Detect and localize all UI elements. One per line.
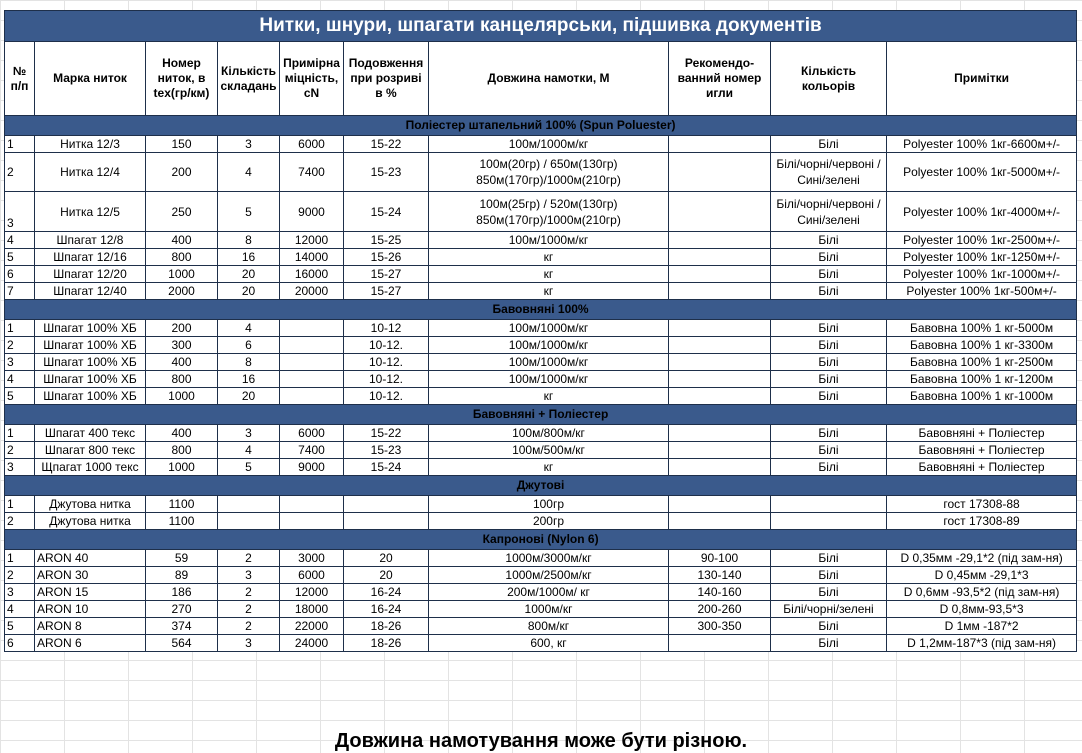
cell-colors: Білі	[771, 635, 887, 652]
cell-elong: 15-27	[344, 266, 429, 283]
cell-tex: 1100	[146, 513, 218, 530]
cell-notes: Polyester 100% 1кг-1250м+/-	[887, 249, 1077, 266]
cell-length: 100м/1000м/кг	[429, 354, 669, 371]
cell-plies: 16	[218, 371, 280, 388]
cell-plies: 20	[218, 388, 280, 405]
cell-no: 5	[5, 249, 35, 266]
cell-length: 600, кг	[429, 635, 669, 652]
cell-colors	[771, 513, 887, 530]
cell-no: 5	[5, 388, 35, 405]
cell-brand: ARON 8	[35, 618, 146, 635]
cell-colors: Білі	[771, 283, 887, 300]
cell-brand: Шпагат 100% ХБ	[35, 320, 146, 337]
cell-strength: 14000	[280, 249, 344, 266]
section-title: Бавовняні 100%	[5, 300, 1077, 320]
cell-colors	[771, 496, 887, 513]
product-table	[4, 10, 1077, 652]
cell-no: 1	[5, 425, 35, 442]
col-header-length: Довжина намотки, М	[429, 42, 669, 116]
cell-elong: 20	[344, 567, 429, 584]
table-row	[5, 442, 1077, 459]
section-title: Капронові (Nylon 6)	[5, 530, 1077, 550]
col-header-elongation: Подовження при розриві в %	[344, 42, 429, 116]
cell-brand: Нитка 12/5	[35, 192, 146, 232]
cell-needle	[669, 192, 771, 232]
section-header-row	[5, 116, 1077, 136]
cell-no: 3	[5, 354, 35, 371]
cell-length: 100м(25гр) / 520м(130гр) 850м(170гр)/1000м(210гр)	[429, 192, 669, 232]
cell-length: 1000м/3000м/кг	[429, 550, 669, 567]
table-row	[5, 337, 1077, 354]
cell-strength	[280, 371, 344, 388]
cell-tex: 59	[146, 550, 218, 567]
cell-tex: 1000	[146, 459, 218, 476]
cell-plies: 5	[218, 459, 280, 476]
cell-needle	[669, 283, 771, 300]
cell-colors: Білі	[771, 550, 887, 567]
cell-tex: 186	[146, 584, 218, 601]
cell-brand: Шпагат 12/40	[35, 283, 146, 300]
cell-no: 1	[5, 550, 35, 567]
cell-colors: Білі	[771, 425, 887, 442]
cell-colors: Білі	[771, 388, 887, 405]
section-header-row	[5, 530, 1077, 550]
cell-elong: 15-22	[344, 425, 429, 442]
cell-length: 100м/500м/кг	[429, 442, 669, 459]
table-row	[5, 283, 1077, 300]
cell-elong: 10-12	[344, 320, 429, 337]
section-header-row	[5, 476, 1077, 496]
cell-strength: 12000	[280, 584, 344, 601]
cell-notes: D 1,2мм-187*3 (під зам-ня)	[887, 635, 1077, 652]
cell-notes: Бавовна 100% 1 кг-3300м	[887, 337, 1077, 354]
cell-notes: Бавовняні + Поліестер	[887, 442, 1077, 459]
cell-brand: Шпагат 12/16	[35, 249, 146, 266]
cell-length: 100м/1000м/кг	[429, 371, 669, 388]
cell-strength: 6000	[280, 425, 344, 442]
cell-brand: Шпагат 100% ХБ	[35, 354, 146, 371]
cell-tex: 200	[146, 153, 218, 192]
cell-notes: Polyester 100% 1кг-6600м+/-	[887, 136, 1077, 153]
cell-notes: Polyester 100% 1кг-1000м+/-	[887, 266, 1077, 283]
cell-no: 2	[5, 567, 35, 584]
cell-notes: D 0,6мм -93,5*2 (під зам-ня)	[887, 584, 1077, 601]
cell-needle	[669, 425, 771, 442]
cell-needle: 200-260	[669, 601, 771, 618]
cell-tex: 400	[146, 425, 218, 442]
cell-brand: ARON 10	[35, 601, 146, 618]
cell-elong: 15-27	[344, 283, 429, 300]
cell-brand: Шпагат 100% ХБ	[35, 337, 146, 354]
cell-notes: Бавовна 100% 1 кг-1200м	[887, 371, 1077, 388]
cell-plies: 20	[218, 266, 280, 283]
cell-needle	[669, 136, 771, 153]
cell-brand: Щпагат 1000 текс	[35, 459, 146, 476]
cell-no: 7	[5, 283, 35, 300]
cell-notes: Polyester 100% 1кг-5000м+/-	[887, 153, 1077, 192]
cell-no: 1	[5, 496, 35, 513]
cell-no: 1	[5, 320, 35, 337]
cell-tex: 1000	[146, 388, 218, 405]
cell-tex: 270	[146, 601, 218, 618]
cell-notes: Polyester 100% 1кг-2500м+/-	[887, 232, 1077, 249]
cell-brand: ARON 6	[35, 635, 146, 652]
cell-no: 3	[5, 584, 35, 601]
col-header-strength: Приміpна міцність, cN	[280, 42, 344, 116]
cell-elong: 18-26	[344, 618, 429, 635]
cell-brand: Шпагат 100% ХБ	[35, 388, 146, 405]
cell-plies: 20	[218, 283, 280, 300]
cell-tex: 400	[146, 232, 218, 249]
cell-plies: 16	[218, 249, 280, 266]
cell-length: 200гр	[429, 513, 669, 530]
section-header-row	[5, 405, 1077, 425]
cell-length: кг	[429, 283, 669, 300]
cell-brand: Джутова нитка	[35, 513, 146, 530]
cell-needle	[669, 442, 771, 459]
cell-strength: 18000	[280, 601, 344, 618]
cell-plies: 4	[218, 320, 280, 337]
cell-no: 5	[5, 618, 35, 635]
cell-plies: 3	[218, 425, 280, 442]
cell-tex: 800	[146, 371, 218, 388]
table-row	[5, 513, 1077, 530]
cell-brand: ARON 30	[35, 567, 146, 584]
col-header-plies: Кількість складань	[218, 42, 280, 116]
cell-colors: Білі	[771, 371, 887, 388]
cell-length: кг	[429, 249, 669, 266]
table-title: Нитки, шнури, шпагати канцелярськи, підшивка документів	[5, 11, 1077, 42]
cell-length: 100м/800м/кг	[429, 425, 669, 442]
table-row	[5, 354, 1077, 371]
cell-no: 2	[5, 153, 35, 192]
cell-colors: Білі	[771, 584, 887, 601]
cell-plies: 3	[218, 136, 280, 153]
cell-colors: Білі	[771, 136, 887, 153]
cell-needle	[669, 354, 771, 371]
table-row	[5, 232, 1077, 249]
cell-colors: Білі	[771, 232, 887, 249]
cell-brand: Нитка 12/4	[35, 153, 146, 192]
cell-strength: 9000	[280, 192, 344, 232]
cell-notes: Бавовняні + Поліестер	[887, 425, 1077, 442]
cell-notes: гост 17308-88	[887, 496, 1077, 513]
col-header-brand: Марка ниток	[35, 42, 146, 116]
cell-plies: 3	[218, 567, 280, 584]
cell-length: 800м/кг	[429, 618, 669, 635]
cell-no: 4	[5, 232, 35, 249]
table-row	[5, 192, 1077, 232]
cell-notes: Бавовна 100% 1 кг-1000м	[887, 388, 1077, 405]
cell-colors: Білі/чорні/червоні /Сині/зелені	[771, 192, 887, 232]
cell-length: 100м(20гр) / 650м(130гр) 850м(170гр)/1000м(210гр)	[429, 153, 669, 192]
cell-tex: 1100	[146, 496, 218, 513]
cell-tex: 374	[146, 618, 218, 635]
table-row	[5, 567, 1077, 584]
col-header-notes: Примітки	[887, 42, 1077, 116]
col-header-colors: Кількість кольорів	[771, 42, 887, 116]
cell-needle	[669, 371, 771, 388]
col-header-needle: Рекомендо-ванний номер игли	[669, 42, 771, 116]
cell-elong: 15-24	[344, 459, 429, 476]
cell-tex: 2000	[146, 283, 218, 300]
cell-strength: 6000	[280, 567, 344, 584]
cell-length: 100м/1000м/кг	[429, 232, 669, 249]
cell-notes: Бавовна 100% 1 кг-5000м	[887, 320, 1077, 337]
cell-no: 2	[5, 337, 35, 354]
cell-plies: 4	[218, 442, 280, 459]
cell-elong: 15-22	[344, 136, 429, 153]
table-row	[5, 136, 1077, 153]
cell-needle	[669, 635, 771, 652]
section-title: Поліестер штапельний 100% (Spun Poluester)	[5, 116, 1077, 136]
cell-tex: 1000	[146, 266, 218, 283]
cell-colors: Білі	[771, 618, 887, 635]
table-row	[5, 584, 1077, 601]
cell-notes: Бавовна 100% 1 кг-2500м	[887, 354, 1077, 371]
cell-elong: 10-12.	[344, 337, 429, 354]
cell-tex: 200	[146, 320, 218, 337]
cell-needle	[669, 232, 771, 249]
cell-needle	[669, 459, 771, 476]
section-title: Джутові	[5, 476, 1077, 496]
cell-notes: Polyester 100% 1кг-500м+/-	[887, 283, 1077, 300]
cell-elong: 15-24	[344, 192, 429, 232]
cell-plies: 6	[218, 337, 280, 354]
table-row	[5, 153, 1077, 192]
cell-colors: Білі	[771, 442, 887, 459]
cell-elong	[344, 496, 429, 513]
cell-elong: 10-12.	[344, 371, 429, 388]
cell-plies	[218, 496, 280, 513]
cell-plies: 2	[218, 618, 280, 635]
cell-length: кг	[429, 388, 669, 405]
cell-elong: 15-23	[344, 442, 429, 459]
cell-strength	[280, 354, 344, 371]
col-header-no: № п/п	[5, 42, 35, 116]
cell-no: 2	[5, 513, 35, 530]
cell-length: кг	[429, 459, 669, 476]
section-header-row	[5, 300, 1077, 320]
cell-length: 100м/1000м/кг	[429, 337, 669, 354]
cell-elong: 16-24	[344, 584, 429, 601]
cell-colors: Білі	[771, 337, 887, 354]
table-row	[5, 320, 1077, 337]
cell-no: 4	[5, 601, 35, 618]
table-row	[5, 618, 1077, 635]
table-row	[5, 249, 1077, 266]
cell-no: 2	[5, 442, 35, 459]
cell-plies: 2	[218, 601, 280, 618]
table-row	[5, 550, 1077, 567]
cell-elong: 10-12.	[344, 354, 429, 371]
cell-needle: 300-350	[669, 618, 771, 635]
table-row	[5, 601, 1077, 618]
cell-strength	[280, 496, 344, 513]
cell-notes: гост 17308-89	[887, 513, 1077, 530]
cell-strength: 6000	[280, 136, 344, 153]
cell-notes: D 1мм -187*2	[887, 618, 1077, 635]
cell-length: 100м/1000м/кг	[429, 136, 669, 153]
cell-needle	[669, 496, 771, 513]
cell-brand: Нитка 12/3	[35, 136, 146, 153]
cell-brand: ARON 15	[35, 584, 146, 601]
cell-strength: 3000	[280, 550, 344, 567]
cell-colors: Білі	[771, 459, 887, 476]
cell-plies: 3	[218, 635, 280, 652]
cell-needle: 140-160	[669, 584, 771, 601]
cell-needle	[669, 153, 771, 192]
cell-notes: D 0,45мм -29,1*3	[887, 567, 1077, 584]
cell-elong: 18-26	[344, 635, 429, 652]
cell-colors: Білі/чорні/зелені	[771, 601, 887, 618]
cell-elong: 15-23	[344, 153, 429, 192]
cell-strength: 9000	[280, 459, 344, 476]
table-row	[5, 496, 1077, 513]
footer-note: Довжина намотування може бути різною.	[334, 730, 748, 752]
table-row	[5, 425, 1077, 442]
table-row	[5, 459, 1077, 476]
cell-plies: 8	[218, 354, 280, 371]
cell-length: 1000м/кг	[429, 601, 669, 618]
cell-colors: Білі	[771, 266, 887, 283]
cell-plies: 5	[218, 192, 280, 232]
cell-colors: Білі	[771, 249, 887, 266]
cell-no: 3	[5, 192, 35, 232]
cell-brand: Джутова нитка	[35, 496, 146, 513]
cell-plies: 2	[218, 584, 280, 601]
cell-notes: Бавовняні + Поліестер	[887, 459, 1077, 476]
cell-brand: Шпагат 400 текс	[35, 425, 146, 442]
cell-tex: 300	[146, 337, 218, 354]
cell-colors: Білі	[771, 320, 887, 337]
cell-elong: 15-25	[344, 232, 429, 249]
cell-plies: 2	[218, 550, 280, 567]
cell-strength	[280, 388, 344, 405]
cell-tex: 250	[146, 192, 218, 232]
cell-strength: 20000	[280, 283, 344, 300]
cell-elong	[344, 513, 429, 530]
cell-elong: 20	[344, 550, 429, 567]
cell-length: 1000м/2500м/кг	[429, 567, 669, 584]
cell-brand: Шпагат 100% ХБ	[35, 371, 146, 388]
cell-notes: D 0,8мм-93,5*3	[887, 601, 1077, 618]
cell-length: кг	[429, 266, 669, 283]
cell-needle: 130-140	[669, 567, 771, 584]
cell-no: 6	[5, 635, 35, 652]
col-header-tex: Номер ниток, в tex(гр/км)	[146, 42, 218, 116]
table-row	[5, 635, 1077, 652]
cell-colors: Білі/чорні/червоні /Сині/зелені	[771, 153, 887, 192]
cell-strength: 12000	[280, 232, 344, 249]
cell-brand: Шпагат 12/8	[35, 232, 146, 249]
cell-brand: ARON 40	[35, 550, 146, 567]
cell-strength: 7400	[280, 442, 344, 459]
cell-needle	[669, 249, 771, 266]
cell-tex: 800	[146, 442, 218, 459]
table-row	[5, 388, 1077, 405]
cell-needle	[669, 388, 771, 405]
column-header-row	[5, 42, 1077, 116]
cell-elong: 10-12.	[344, 388, 429, 405]
cell-colors: Білі	[771, 354, 887, 371]
cell-notes: Polyester 100% 1кг-4000м+/-	[887, 192, 1077, 232]
cell-strength: 16000	[280, 266, 344, 283]
cell-brand: Шпагат 12/20	[35, 266, 146, 283]
cell-no: 1	[5, 136, 35, 153]
section-title: Бавовняні + Поліестер	[5, 405, 1077, 425]
cell-needle	[669, 513, 771, 530]
cell-length: 200м/1000м/ кг	[429, 584, 669, 601]
cell-elong: 15-26	[344, 249, 429, 266]
cell-needle: 90-100	[669, 550, 771, 567]
cell-tex: 800	[146, 249, 218, 266]
cell-strength: 22000	[280, 618, 344, 635]
cell-plies: 8	[218, 232, 280, 249]
table-row	[5, 371, 1077, 388]
cell-colors: Білі	[771, 567, 887, 584]
cell-no: 4	[5, 371, 35, 388]
cell-needle	[669, 320, 771, 337]
cell-notes: D 0,35мм -29,1*2 (під зам-ня)	[887, 550, 1077, 567]
cell-plies	[218, 513, 280, 530]
cell-needle	[669, 266, 771, 283]
cell-length: 100м/1000м/кг	[429, 320, 669, 337]
cell-strength	[280, 513, 344, 530]
table-row	[5, 266, 1077, 283]
cell-length: 100гр	[429, 496, 669, 513]
cell-tex: 89	[146, 567, 218, 584]
cell-no: 3	[5, 459, 35, 476]
cell-brand: Шпагат 800 текс	[35, 442, 146, 459]
cell-elong: 16-24	[344, 601, 429, 618]
cell-no: 6	[5, 266, 35, 283]
cell-strength	[280, 320, 344, 337]
cell-strength	[280, 337, 344, 354]
cell-plies: 4	[218, 153, 280, 192]
cell-tex: 150	[146, 136, 218, 153]
cell-strength: 7400	[280, 153, 344, 192]
cell-strength: 24000	[280, 635, 344, 652]
cell-needle	[669, 337, 771, 354]
cell-tex: 400	[146, 354, 218, 371]
cell-tex: 564	[146, 635, 218, 652]
